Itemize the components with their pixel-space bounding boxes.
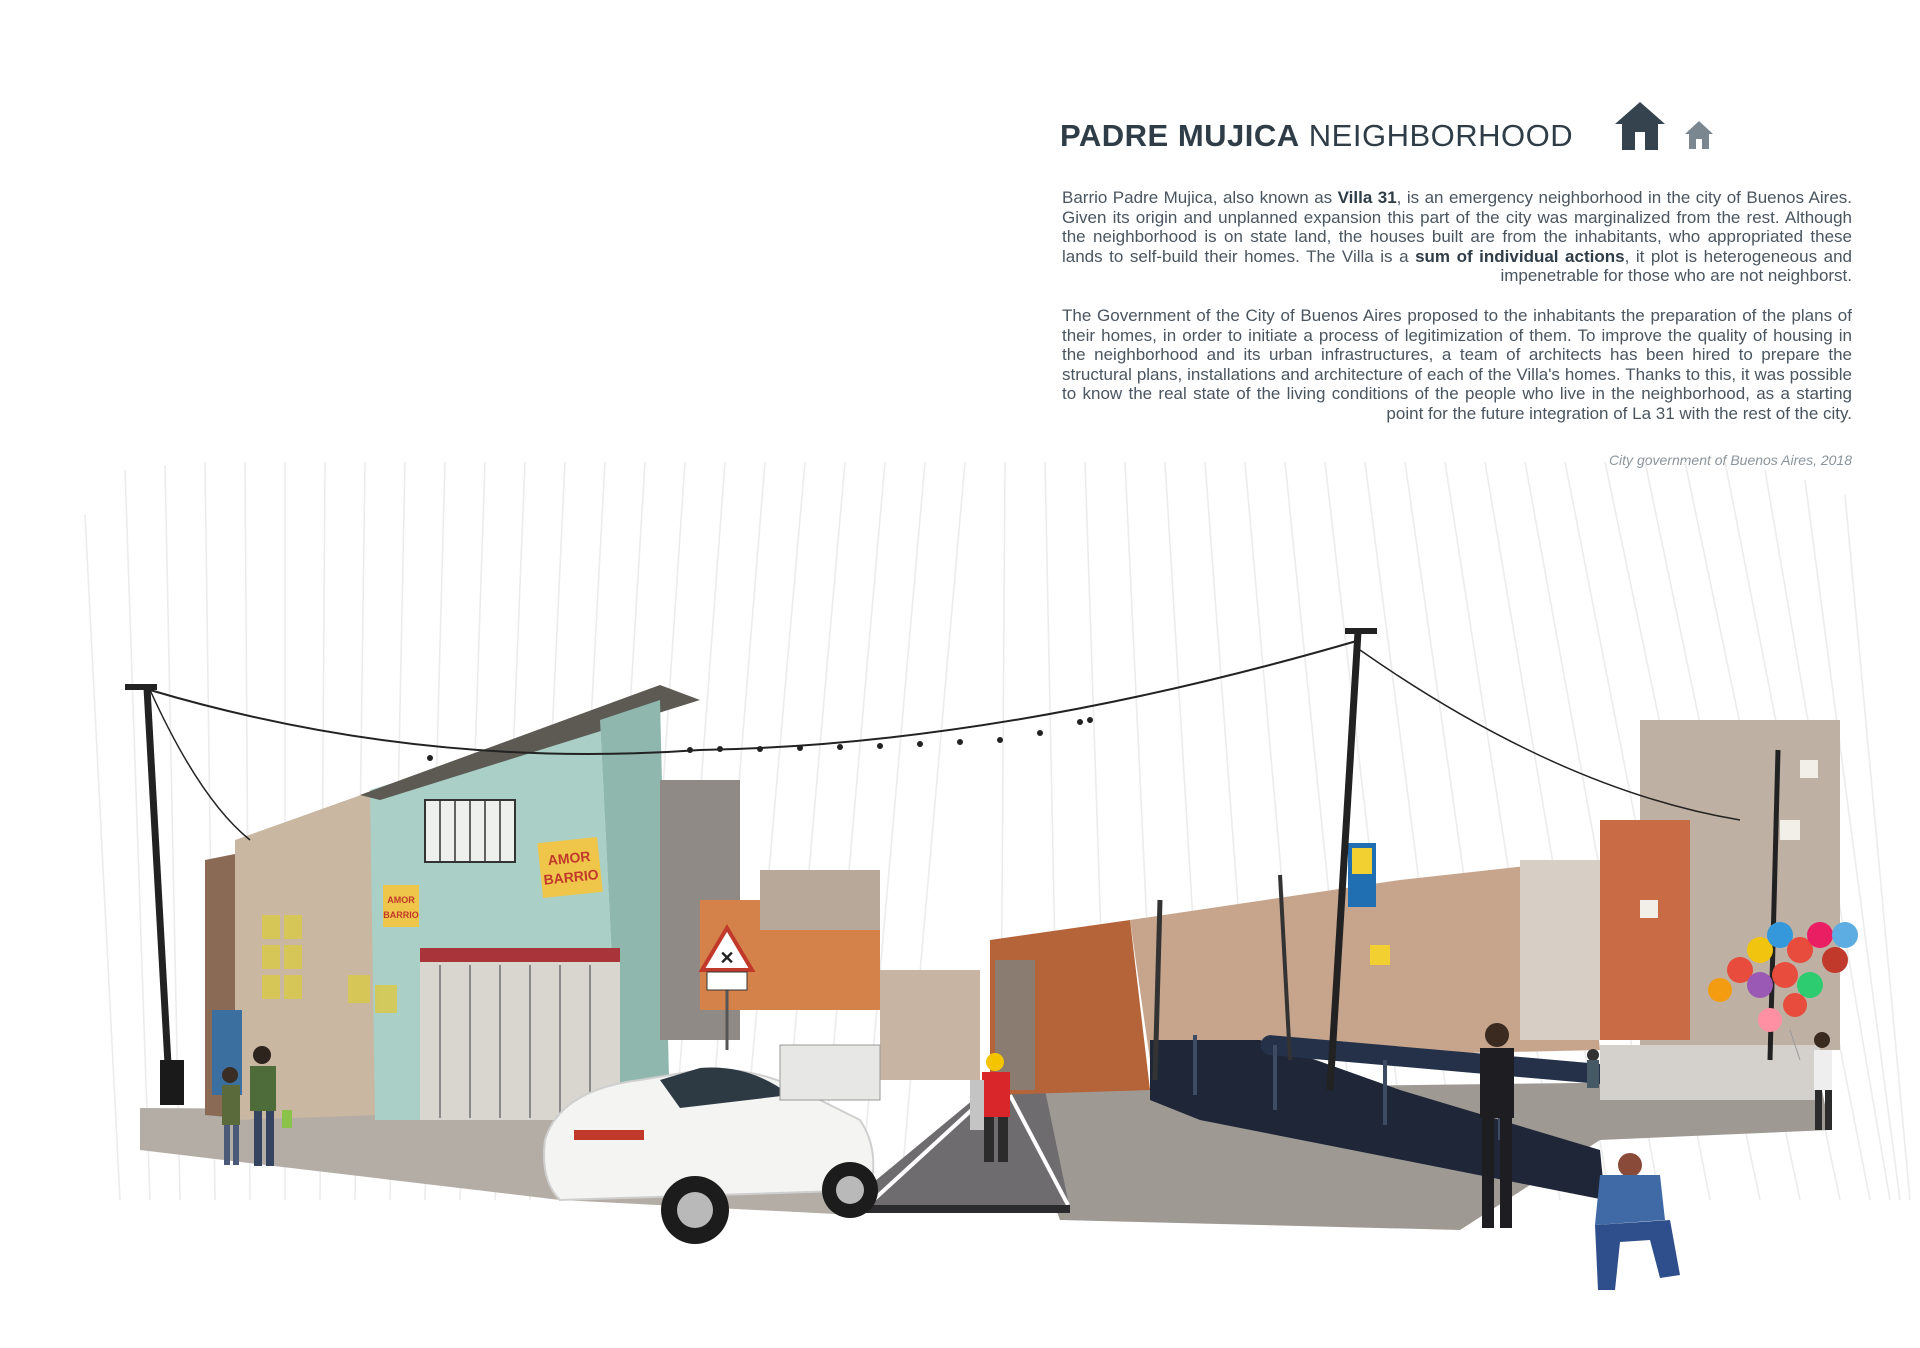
source-citation: City government of Buenos Aires, 2018 bbox=[1608, 452, 1852, 468]
paragraph-2: The Government of the City of Buenos Aires proposed to the inhabitants the preparation of the plans of their homes, in order to initiate a process of legitimization of them. To improve the quality of housing in the neighborhood and its urban infrastructures, a team of architects has been hired to prepare the structural plans, installations and architecture of each of the Villa's homes. Thanks to this, it was possible to know the real state of the living conditions of the people who live in the neighborhood, as a starting point for the future integration of La 31 with the rest of the city. bbox=[1062, 305, 1852, 423]
p1-sum-of-actions: sum of individual actions bbox=[1415, 246, 1625, 266]
amor-barrio-sign-2 bbox=[383, 885, 419, 927]
description bbox=[1062, 188, 1852, 444]
svg-text:✕: ✕ bbox=[719, 948, 735, 968]
paragraph-1 bbox=[1062, 188, 1852, 286]
overhead-wire bbox=[150, 640, 1360, 754]
person-sitting bbox=[1595, 1153, 1680, 1290]
p1-villa-31: Villa 31 bbox=[1337, 188, 1397, 207]
svg-text:BARRIO: BARRIO bbox=[383, 910, 419, 920]
p1-text-b: , is an emergency neighborhood in the city of Buenos Aires. Given its origin and unplanned expansion this part of the city was marginalized from the rest. Although the neighborhood is on state land, the houses built are from the inhabitants, who appropriated these lands to self-build their homes. The Villa is a bbox=[1062, 188, 1852, 266]
title-rest: NEIGHBORHOOD bbox=[1308, 118, 1574, 153]
amor-barrio-sign-1 bbox=[537, 837, 602, 898]
page-title bbox=[1060, 118, 1573, 154]
home-icon-small bbox=[1684, 120, 1714, 150]
title-block bbox=[1060, 100, 1860, 160]
p1-text-c: , it plot is heterogeneous and impenetrable for those who are not neighborst. bbox=[1500, 246, 1852, 286]
pickup-truck bbox=[780, 1045, 880, 1100]
svg-text:AMOR: AMOR bbox=[546, 847, 592, 869]
street-collage bbox=[0, 460, 1920, 1320]
plaza-wall bbox=[1600, 1045, 1820, 1100]
home-icon bbox=[1614, 100, 1666, 152]
svg-text:AMOR: AMOR bbox=[387, 895, 415, 905]
building-distant bbox=[760, 870, 880, 930]
svg-text:BARRIO: BARRIO bbox=[542, 866, 600, 888]
p1-text-a: Barrio Padre Mujica, also known as bbox=[1062, 188, 1338, 207]
title-bold: PADRE MUJICA bbox=[1060, 118, 1300, 153]
